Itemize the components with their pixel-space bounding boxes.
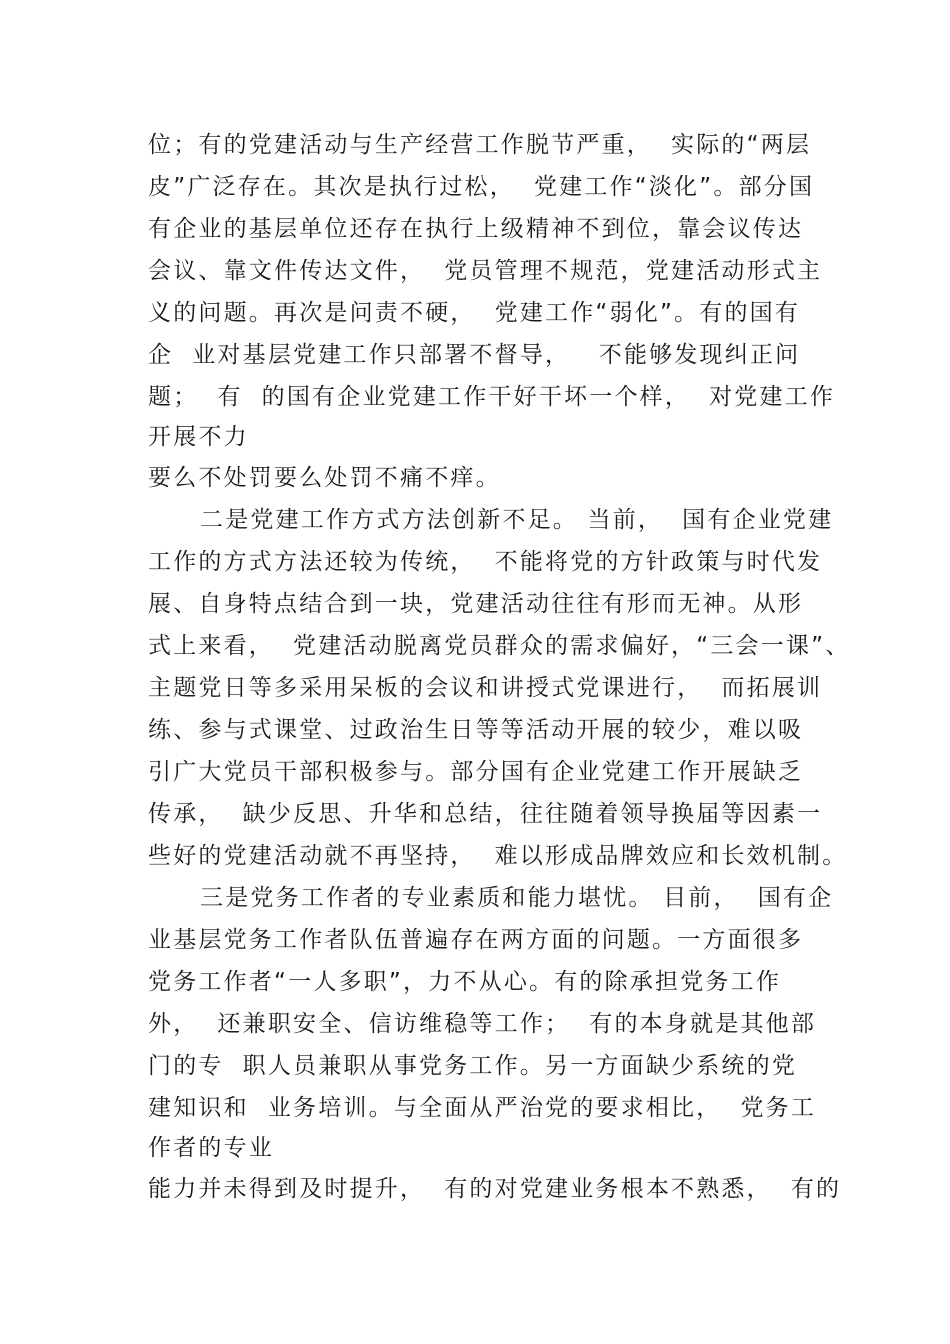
paragraph-start-line: 二是党建工作方式方法创新不足。 当前， 国有企业党建 bbox=[200, 507, 834, 533]
text-line: 门的专 职人员兼职从事党务工作。另一方面缺少系统的党 bbox=[148, 1053, 798, 1079]
body-text bbox=[148, 124, 851, 1210]
text-line: 会议、靠文件传达文件， 党员管理不规范，党建活动形式主 bbox=[148, 258, 823, 284]
text-line: 练、参与式课堂、过政治生日等等活动开展的较少，难以吸 bbox=[148, 717, 804, 743]
text-line: 式上来看， 党建活动脱离党员群众的需求偏好，“三会一课”、 bbox=[148, 633, 851, 659]
text-line: 展、自身特点结合到一块，党建活动往往有形而无神。从形 bbox=[148, 591, 804, 617]
text-line: 皮”广泛存在。其次是执行过松， 党建工作“淡化”。部分国 bbox=[148, 174, 815, 200]
text-line: 有企业的基层单位还存在执行上级精神不到位，靠会议传达 bbox=[148, 216, 804, 242]
text-line: 引广大党员干部积极参与。部分国有企业党建工作开展缺乏 bbox=[148, 759, 804, 785]
text-line: 工作的方式方法还较为传统， 不能将党的方针政策与时代发 bbox=[148, 549, 823, 575]
text-line: 业基层党务工作者队伍普遍存在两方面的问题。一方面很多 bbox=[148, 927, 804, 953]
text-line: 些好的党建活动就不再坚持， 难以形成品牌效应和长效机制。 bbox=[148, 843, 848, 869]
text-line: 题； 有 的国有企业党建工作干好干坏一个样， 对党建工作 bbox=[148, 384, 836, 410]
text-line: 传承， 缺少反思、升华和总结，往往随着领导换届等因素一 bbox=[148, 801, 823, 827]
text-line: 义的问题。再次是问责不硬， 党建工作“弱化”。有的国有 bbox=[148, 300, 801, 326]
text-line: 作者的专业 bbox=[148, 1135, 274, 1161]
text-line: 企 业对基层党建工作只部署不督导， 不能够发现纠正问 bbox=[148, 342, 801, 368]
text-line: 主题党日等多采用呆板的会议和讲授式党课进行， 而拓展训 bbox=[148, 675, 823, 701]
text-line: 位；有的党建活动与生产经营工作脱节严重， 实际的“两层 bbox=[148, 132, 812, 158]
text-line: 能力并未得到及时提升， 有的对党建业务根本不熟悉， 有的 bbox=[148, 1176, 842, 1202]
text-line: 开展不力 bbox=[148, 424, 249, 450]
text-line: 党务工作者“一人多职”，力不从心。有的除承担党务工作 bbox=[148, 969, 782, 995]
text-line: 外， 还兼职安全、信访维稳等工作； 有的本身就是其他部 bbox=[148, 1011, 817, 1037]
paragraph-start-line: 三是党务工作者的专业素质和能力堪忧。 目前， 国有企 bbox=[200, 885, 834, 911]
text-line: 建知识和 业务培训。与全面从严治党的要求相比， 党务工 bbox=[148, 1095, 817, 1121]
text-line: 要么不处罚要么处罚不痛不痒。 bbox=[148, 465, 501, 491]
